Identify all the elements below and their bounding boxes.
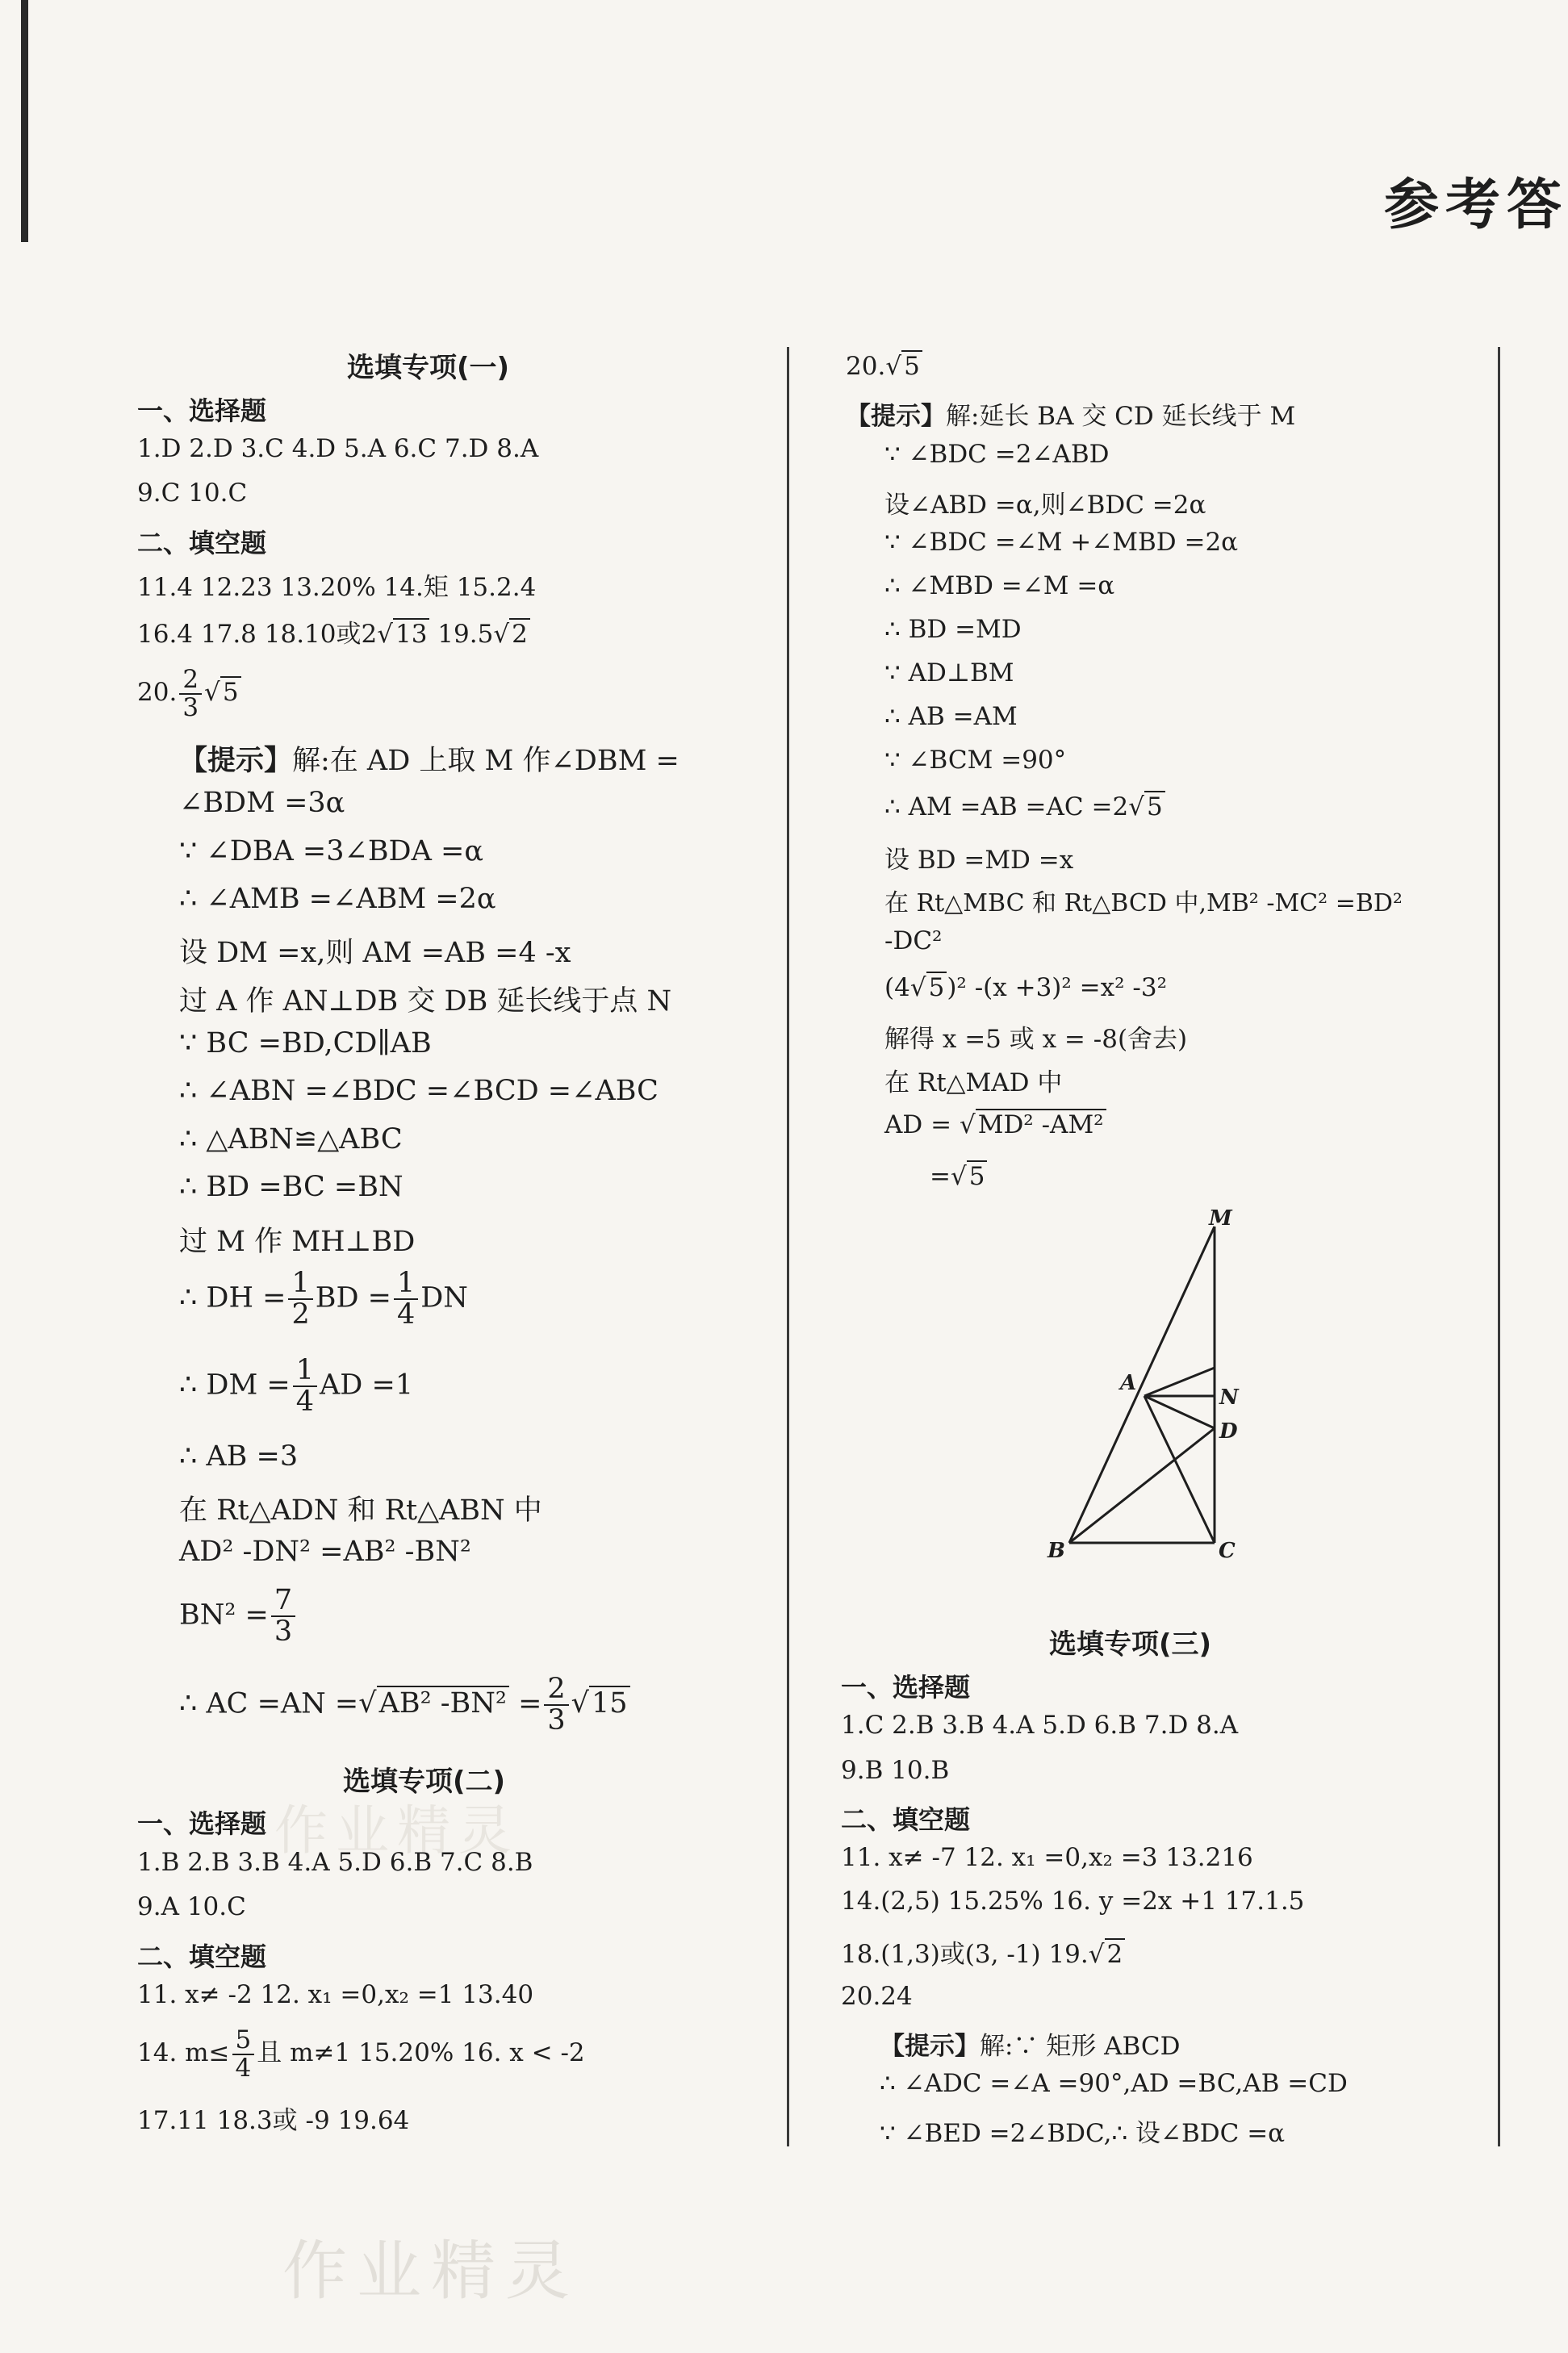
hint-line: ∴ ∠ADC =∠A =90°,AD =BC,AB =CD [880,2069,1348,2098]
hint-line: ∴ △ABN≌△ABC [179,1123,403,1156]
sqrt-expr: √13 [377,620,429,649]
text: DN [420,1281,468,1314]
hint-line: ∴ ∠ABN =∠BDC =∠BCD =∠ABC [179,1075,659,1107]
subsection-title: 二、填空题 [137,528,267,558]
hint-line [884,973,1167,1002]
text: (4 [884,973,910,1002]
section-title: 选填专项(二) [343,1766,506,1798]
radicand: 2 [1105,1938,1126,1969]
denominator: 3 [274,1615,293,1648]
hint-line: 解得 x =5 或 x = -8(舍去) [884,1025,1188,1054]
radicand: 5 [220,676,241,707]
denominator: 3 [547,1703,566,1737]
subsection-title: 一、选择题 [137,1808,267,1839]
hint-label: 【提示】 [846,402,946,431]
hint-line: 在 Rt△ADN 和 Rt△ABN 中 [179,1494,542,1527]
radicand: 15 [589,1686,630,1720]
radicand: 5 [901,350,922,381]
denominator: 3 [182,692,199,722]
text: 解:∵ 矩形 ABCD [980,2032,1181,2061]
text: 14. m≤ [137,2038,230,2068]
sqrt-expr: √5 [885,352,922,381]
answer-line: 20.24 [841,1982,913,2011]
text: BD = [315,1281,391,1314]
numerator: 1 [293,1356,317,1387]
denominator: 4 [235,2053,252,2083]
hint-line [179,1674,630,1736]
hint-line: 设∠ABD =α,则∠BDC =2α [884,491,1206,520]
sqrt-expr: √15 [571,1687,630,1720]
radicand: 2 [509,618,530,649]
numerator: 7 [271,1586,295,1617]
section-title: 选填专项(三) [1049,1628,1212,1661]
binding-edge [21,0,28,242]
section-title: 选填专项(一) [347,352,510,384]
text: = [508,1687,542,1720]
radicand: AB² -BN² [377,1686,509,1720]
hint-line [884,792,1165,821]
label-M: M [1209,1206,1232,1231]
label-C: C [1219,1539,1236,1563]
sqrt-expr: √MD² -AM² [960,1110,1106,1139]
text: 20. [137,678,178,708]
hint-line: AD² -DN² =AB² -BN² [179,1536,471,1568]
answer-line: 9.A 10.C [137,1892,246,1921]
hint-line [846,395,1295,432]
hint-line: 过 M 作 MH⊥BD [179,1226,416,1258]
numerator: 1 [288,1268,312,1300]
text: ∴ AC =AN = [179,1687,359,1720]
fraction [293,1356,317,1417]
answer-line [841,1933,1125,1970]
subsection-title: 一、选择题 [137,395,267,426]
fraction [544,1674,568,1736]
segment-AC [1144,1396,1215,1543]
text: 18.(1,3)或(3, -1) 19. [841,1940,1089,1969]
text: 20. [846,352,886,381]
text: 19.5 [429,620,494,649]
answer-line: 11. x≠ -7 12. x₁ =0,x₂ =3 13.216 [841,1843,1253,1872]
answer-line [137,613,530,650]
subsection-title: 二、填空题 [137,1941,267,1972]
hint-line: ∵ AD⊥BM [884,658,1014,688]
fraction [394,1268,418,1330]
text: ∴ AM =AB =AC =2 [884,792,1129,821]
numerator: 2 [544,1674,568,1706]
text: 解:延长 BA 交 CD 延长线于 M [946,402,1296,431]
sqrt-expr: √AB² -BN² [358,1687,509,1720]
sqrt-expr: √5 [951,1162,988,1191]
hint-line: 在 Rt△MAD 中 [884,1068,1063,1097]
right-column-edge [1498,347,1500,2146]
hint-line: ∴ AB =3 [179,1440,299,1473]
label-D: D [1219,1419,1238,1444]
fraction [179,667,202,721]
radicand: 5 [967,1160,988,1191]
hint-line: 过 A 作 AN⊥DB 交 DB 延长线于点 N [179,985,672,1018]
answer-line: 14.(2,5) 15.25% 16. y =2x +1 17.1.5 [841,1887,1305,1916]
radicand: 5 [1144,791,1165,821]
watermark: 作业精灵 [282,2234,579,2309]
answer-line: 17.11 18.3或 -9 19.64 [137,2106,410,2135]
text: )² -(x +3)² =x² -3² [947,973,1168,1002]
hint-line [179,1586,298,1647]
radicand: MD² -AM² [976,1109,1106,1139]
text: 解:在 AD 上取 M 作∠DBM = [292,745,679,777]
radicand: 13 [393,618,429,649]
hint-line: 在 Rt△MBC 和 Rt△BCD 中,MB² -MC² =BD² [884,889,1403,917]
sqrt-expr: √5 [1128,792,1165,821]
answer-line: 9.B 10.B [841,1756,950,1785]
subsection-title: 二、填空题 [841,1804,971,1835]
text: ∴ DH = [179,1281,286,1314]
text: = [930,1162,951,1191]
numerator: 1 [394,1268,418,1300]
hint-line: ∵ ∠BDC =∠M +∠MBD =2α [884,528,1239,557]
text: ∴ DM = [179,1369,291,1402]
sqrt-expr: √5 [204,678,241,707]
sqrt-expr: √2 [1089,1940,1126,1969]
radicand: 5 [926,972,947,1002]
label-N: N [1219,1385,1239,1410]
hint-line: ∴ ∠MBD =∠M =α [884,571,1115,600]
hint-line: 设 BD =MD =x [884,846,1074,875]
subsection-title: 一、选择题 [841,1672,971,1703]
label-B: B [1047,1539,1065,1563]
geometry-figure [1033,1202,1275,1574]
answer-line: 1.B 2.B 3.B 4.A 5.D 6.B 7.C 8.B [137,1848,533,1877]
segment-BD [1069,1428,1215,1543]
fraction [271,1586,295,1647]
hint-line: ∵ ∠BED =2∠BDC,∴ 设∠BDC =α [880,2119,1286,2148]
numerator: 5 [232,2027,255,2055]
page-title: 参考答 [1384,173,1568,237]
answer-line: 9.C 10.C [137,479,248,508]
sqrt-expr: √2 [493,620,530,649]
hint-line: ∴ BD =BC =BN [179,1171,403,1203]
answer-line: 1.C 2.B 3.B 4.A 5.D 6.B 7.D 8.A [841,1711,1239,1740]
watermark: 作业精灵 [274,1799,520,1862]
hint-line: ∵ ∠DBA =3∠BDA =α [179,835,483,867]
text: BN² = [179,1599,269,1632]
denominator: 4 [396,1298,416,1331]
denominator: 2 [291,1298,310,1331]
answer-line: 11.4 12.23 13.20% 14.矩 15.2.4 [137,573,537,602]
column-divider [787,347,789,2146]
denominator: 4 [295,1385,315,1418]
hint-label: 【提示】 [179,745,293,777]
hint-line: ∴ AB =AM [884,702,1018,731]
hint-line: ∴ ∠AMB =∠ABM =2α [179,883,496,915]
answer-line [137,2027,585,2081]
hint-line [179,1356,413,1417]
text: AD =1 [320,1369,414,1402]
hint-line [880,2025,1180,2062]
fraction [232,2027,255,2081]
text: AD = [884,1110,960,1139]
answer-line [137,667,241,721]
hint-line: -DC² [884,926,943,955]
answer-line [846,352,922,381]
hint-line [179,738,679,779]
hint-line: 设 DM =x,则 AM =AB =4 -x [179,937,571,969]
sqrt-expr: √5 [910,973,947,1002]
segment-AD [1144,1396,1215,1428]
answer-line: 11. x≠ -2 12. x₁ =0,x₂ =1 13.40 [137,1980,534,2009]
hint-line: ∵ ∠BDC =2∠ABD [884,440,1110,469]
segment-AH [1144,1368,1215,1396]
hint-line [884,1110,1106,1139]
fraction [288,1268,312,1330]
text: 且 m≠1 15.20% 16. x < -2 [257,2038,585,2068]
hint-line: ∠BDM =3α [179,787,345,819]
text: 16.4 17.8 18.10或2 [137,620,378,649]
answer-line: 1.D 2.D 3.C 4.D 5.A 6.C 7.D 8.A [137,434,539,463]
hint-line [179,1268,468,1330]
label-A: A [1120,1371,1137,1395]
hint-line: ∵ ∠BCM =90° [884,746,1067,775]
hint-line [930,1162,987,1191]
hint-line: ∵ BC =BD,CD∥AB [179,1027,432,1059]
hint-label: 【提示】 [880,2032,980,2061]
hint-line: ∴ BD =MD [884,615,1022,644]
numerator: 2 [179,667,202,695]
